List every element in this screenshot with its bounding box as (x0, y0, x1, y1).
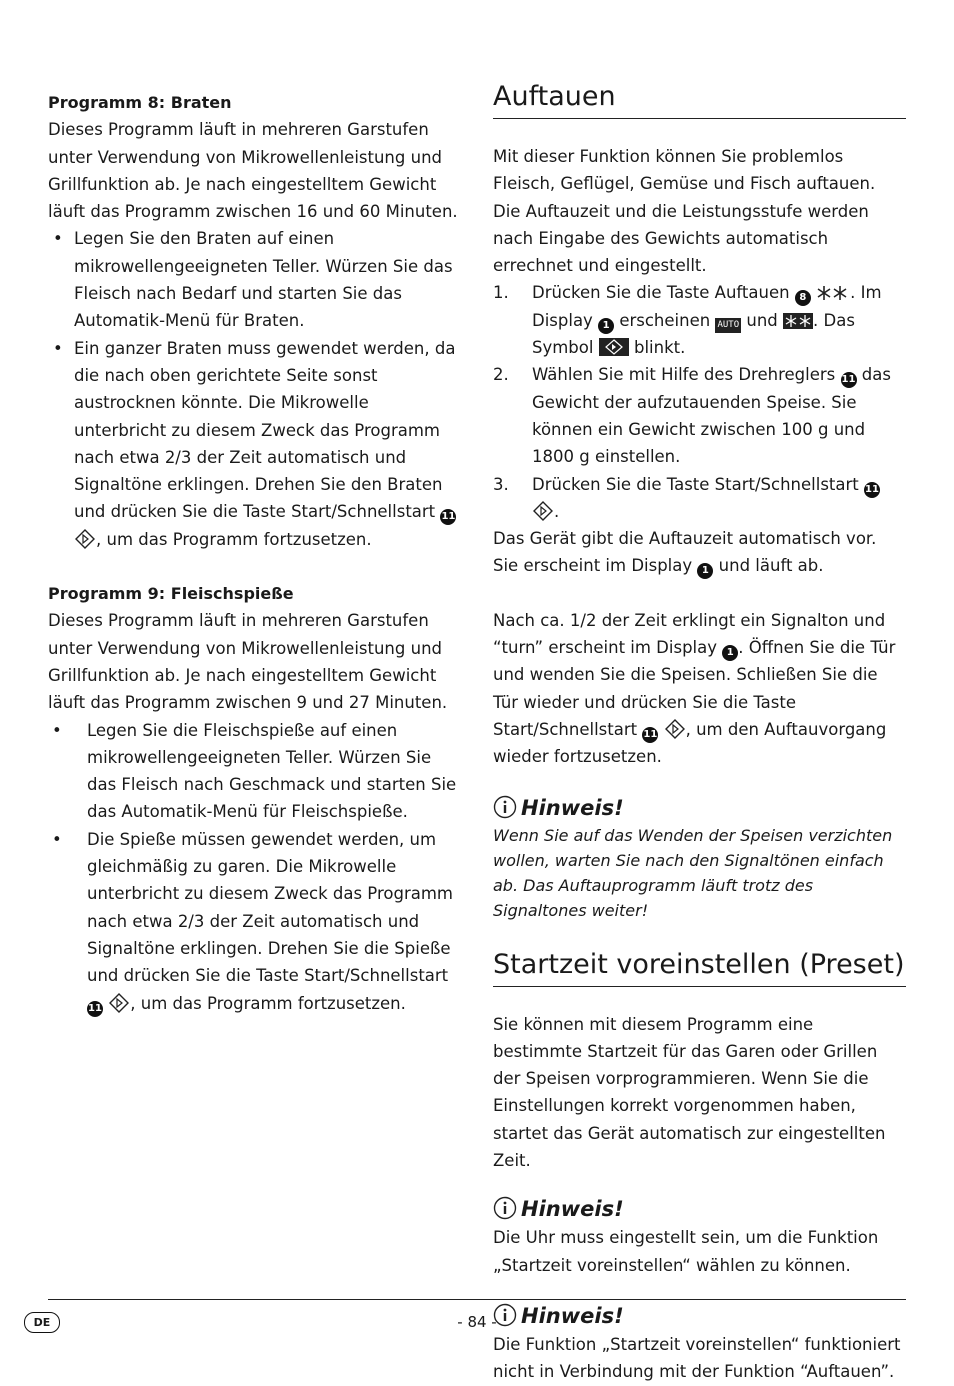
badge-1: 1 (722, 645, 738, 661)
list-item: • Legen Sie die Fleischspieße auf einen mikrowellengeeigneten Teller. Würzen Sie das Fleisch nach Geschmack und starten Sie das Automatik-Menü für Fleischspieße. (48, 717, 462, 826)
start-key-icon (664, 719, 686, 739)
auftauen-intro: Mit dieser Funktion können Sie problemlos Fleisch, Geflügel, Gemüse und Fisch auftauen. Die Auftauzeit und die Leistungsstufe werden nach Eingabe des Gewichts automatisch errechnet und eingestellt. (493, 147, 876, 276)
program8-heading: Programm 8: Braten (48, 93, 232, 112)
hinweis-text: Wenn Sie auf das Wenden der Speisen verzichten wollen, warten Sie nach den Signaltönen einfach ab. Das Auftauprogramm läuft trotz des Signaltones weiter! (493, 825, 893, 920)
badge-1: 1 (697, 563, 713, 579)
program9-text: Dieses Programm läuft in mehreren Garstufen unter Verwendung von Mikrowellenleistung und Grillfunktion ab. Je nach eingestelltem Gewicht läuft das Programm zwischen 9 und 27 Minuten. (48, 611, 448, 713)
list-item: • Ein ganzer Braten muss gewendet werden, da die nach oben gerichtete Seite sonst austrocknen könnte. Die Mikrowelle unterbricht zu diesem Zweck das Programm nach etwa 2/3 der Zeit automatisch und Signaltöne erklingen. Drehen Sie den Braten und drücken Sie die Taste Start/Schnellstart 11 , um das Programm fortzusetzen. (48, 335, 462, 553)
list-item: • Die Spieße müssen gewendet werden, um gleichmäßig zu garen. Die Mikrowelle unterbricht zu diesem Zweck das Programm nach etwa 2/3 der Zeit automatisch und Signaltöne erklingen. Drehen Sie die Spieße und drücken Sie die Taste Start/Schnellstart 11 , um das Programm fortzusetzen. (48, 826, 462, 1017)
badge-11: 11 (440, 509, 456, 525)
badge-11: 11 (841, 372, 857, 388)
snowflake-display-icon (783, 312, 813, 330)
badge-11: 11 (87, 1001, 103, 1017)
auftauen-continue: Das Gerät gibt die Auftauzeit automatisch vor. Sie erscheint im Display 1 und läuft ab. (493, 525, 906, 580)
defrost-key-icon (816, 284, 850, 302)
right-column (493, 80, 906, 1386)
badge-1: 1 (598, 318, 614, 334)
hinweis-heading: Hinweis! (493, 1301, 906, 1331)
turn-paragraph: Nach ca. 1/2 der Zeit erklingt ein Signalton und “turn” erscheint im Display 1 . Öffnen Sie die Tür und wenden Sie die Speisen. Schließen Sie die Tür wieder und drücken Sie die Taste Start/Schnellstart 11 , um den Auftauvorgang wieder fortzusetzen. (493, 610, 896, 767)
hinweis-text: Die Uhr muss eingestellt sein, um die Funktion „Startzeit voreinstellen“ wählen zu können. (493, 1228, 879, 1275)
list-item: • Legen Sie den Braten auf einen mikrowellengeeigneten Teller. Würzen Sie das Fleisch nach Bedarf und starten Sie das Automatik-Menü für Braten. (48, 225, 462, 334)
footer-divider (48, 1299, 906, 1300)
language-badge: DE (24, 1312, 60, 1333)
start-key-icon (532, 501, 554, 521)
hinweis-text: Die Funktion „Startzeit voreinstellen“ funktioniert nicht in Verbindung mit der Funktion “Auftauen”. (493, 1334, 901, 1382)
start-key-icon (74, 529, 96, 549)
badge-11: 11 (864, 482, 880, 498)
start-key-icon (108, 993, 130, 1013)
info-icon (493, 1196, 517, 1220)
badge-11: 11 (642, 727, 658, 743)
auftauen-heading: Auftauen (493, 80, 906, 119)
program9-heading: Programm 9: Fleischspieße (48, 584, 294, 604)
preset-intro: Sie können mit diesem Programm eine bestimmte Startzeit für das Garen oder Grillen der Speisen vorprogrammieren. Wenn Sie die Einstellungen korrekt vorgenommen haben, startet das Gerät automatisch zur eingestellten Zeit. (493, 1014, 886, 1171)
program9-list (48, 717, 462, 1017)
page-number: - 84 - (457, 1313, 497, 1331)
list-item: 2. Wählen Sie mit Hilfe des Drehreglers 11 das Gewicht der aufzutauenden Speise. Sie können ein Gewicht zwischen 100 g und 1800 g einstellen. (493, 365, 891, 467)
left-column (48, 89, 462, 1017)
program8-list (48, 225, 462, 553)
program8-text: Dieses Programm läuft in mehreren Garstufen unter Verwendung von Mikrowellenleistung und Grillfunktion ab. Je nach eingestelltem Gewicht läuft das Programm zwischen 16 und 60 Minuten. (48, 120, 458, 222)
info-icon (493, 795, 517, 819)
hinweis-heading: Hinweis! (493, 793, 906, 823)
auftauen-steps (493, 279, 906, 525)
start-display-icon (599, 337, 629, 357)
badge-8: 8 (795, 290, 811, 306)
list-item: 3. Drücken Sie die Taste Start/Schnellstart 11 . (493, 474, 879, 521)
preset-heading: Startzeit voreinstellen (Preset) (493, 948, 906, 987)
hinweis-heading: Hinweis! (493, 1194, 906, 1224)
list-item: 1. Drücken Sie die Taste Auftauen 8 . Im Display 1 erscheinen AUTO und . Das Symbol blinkt. (493, 283, 882, 358)
auto-display-symbol: AUTO (715, 318, 741, 333)
